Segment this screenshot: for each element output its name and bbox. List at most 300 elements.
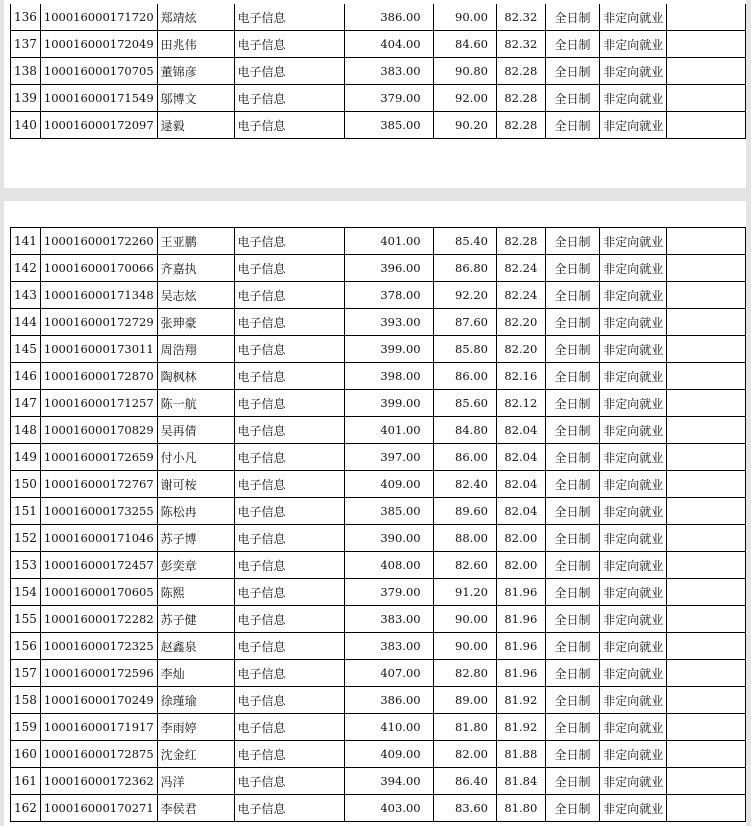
study-mode-cell: 全日制 <box>545 741 600 768</box>
retest-score-cell: 81.80 <box>433 714 496 741</box>
candidate-id-cell: 100016000170066 <box>40 255 157 282</box>
total-score-cell: 81.92 <box>496 687 545 714</box>
major-cell: 电子信息 <box>234 417 344 444</box>
admission-list-table-page-2 <box>10 227 746 822</box>
total-score-cell: 81.96 <box>496 633 545 660</box>
employment-type-cell: 非定向就业 <box>600 309 667 336</box>
retest-score-cell: 86.40 <box>433 768 496 795</box>
major-cell: 电子信息 <box>234 795 344 822</box>
candidate-id-cell: 100016000171720 <box>40 4 157 31</box>
employment-type-cell: 非定向就业 <box>600 4 667 31</box>
table-row <box>11 363 746 390</box>
initial-score-cell: 407.00 <box>344 660 433 687</box>
initial-score-cell: 401.00 <box>344 417 433 444</box>
employment-type-cell: 非定向就业 <box>600 444 667 471</box>
row-index-cell: 160 <box>11 741 41 768</box>
candidate-id-cell: 100016000170829 <box>40 417 157 444</box>
study-mode-cell: 全日制 <box>545 498 600 525</box>
initial-score-cell: 379.00 <box>344 85 433 112</box>
table-row <box>11 58 746 85</box>
remark-cell <box>667 336 746 363</box>
remark-cell <box>667 687 746 714</box>
name-cell: 沈金红 <box>157 741 234 768</box>
major-cell: 电子信息 <box>234 768 344 795</box>
major-cell: 电子信息 <box>234 471 344 498</box>
remark-cell <box>667 4 746 31</box>
table-row <box>11 85 746 112</box>
initial-score-cell: 409.00 <box>344 471 433 498</box>
initial-score-cell: 397.00 <box>344 444 433 471</box>
study-mode-cell: 全日制 <box>545 714 600 741</box>
row-index-cell: 155 <box>11 606 41 633</box>
retest-score-cell: 92.00 <box>433 85 496 112</box>
initial-score-cell: 401.00 <box>344 228 433 255</box>
retest-score-cell: 82.60 <box>433 552 496 579</box>
employment-type-cell: 非定向就业 <box>600 741 667 768</box>
retest-score-cell: 92.20 <box>433 282 496 309</box>
retest-score-cell: 86.00 <box>433 363 496 390</box>
major-cell: 电子信息 <box>234 4 344 31</box>
study-mode-cell: 全日制 <box>545 417 600 444</box>
candidate-id-cell: 100016000172362 <box>40 768 157 795</box>
employment-type-cell: 非定向就业 <box>600 660 667 687</box>
remark-cell <box>667 768 746 795</box>
row-index-cell: 148 <box>11 417 41 444</box>
study-mode-cell: 全日制 <box>545 660 600 687</box>
initial-score-cell: 394.00 <box>344 768 433 795</box>
study-mode-cell: 全日制 <box>545 687 600 714</box>
candidate-id-cell: 100016000172659 <box>40 444 157 471</box>
remark-cell <box>667 228 746 255</box>
retest-score-cell: 85.80 <box>433 336 496 363</box>
retest-score-cell: 84.60 <box>433 31 496 58</box>
name-cell: 付小凡 <box>157 444 234 471</box>
total-score-cell: 82.04 <box>496 444 545 471</box>
remark-cell <box>667 112 746 139</box>
remark-cell <box>667 525 746 552</box>
initial-score-cell: 409.00 <box>344 741 433 768</box>
name-cell: 彭奕章 <box>157 552 234 579</box>
row-index-cell: 162 <box>11 795 41 822</box>
study-mode-cell: 全日制 <box>545 552 600 579</box>
table-row <box>11 552 746 579</box>
study-mode-cell: 全日制 <box>545 579 600 606</box>
total-score-cell: 82.16 <box>496 363 545 390</box>
name-cell: 齐嘉执 <box>157 255 234 282</box>
employment-type-cell: 非定向就业 <box>600 606 667 633</box>
employment-type-cell: 非定向就业 <box>600 255 667 282</box>
retest-score-cell: 89.00 <box>433 687 496 714</box>
study-mode-cell: 全日制 <box>545 228 600 255</box>
remark-cell <box>667 282 746 309</box>
row-index-cell: 152 <box>11 525 41 552</box>
retest-score-cell: 86.80 <box>433 255 496 282</box>
employment-type-cell: 非定向就业 <box>600 31 667 58</box>
total-score-cell: 82.00 <box>496 525 545 552</box>
major-cell: 电子信息 <box>234 633 344 660</box>
total-score-cell: 82.20 <box>496 309 545 336</box>
table-row <box>11 31 746 58</box>
study-mode-cell: 全日制 <box>545 471 600 498</box>
retest-score-cell: 90.00 <box>433 606 496 633</box>
candidate-id-cell: 100016000171917 <box>40 714 157 741</box>
document-page-2 <box>4 201 746 826</box>
name-cell: 吴志炫 <box>157 282 234 309</box>
study-mode-cell: 全日制 <box>545 525 600 552</box>
row-index-cell: 159 <box>11 714 41 741</box>
name-cell: 陶枫林 <box>157 363 234 390</box>
retest-score-cell: 84.80 <box>433 417 496 444</box>
name-cell: 苏子健 <box>157 606 234 633</box>
retest-score-cell: 82.40 <box>433 471 496 498</box>
retest-score-cell: 83.60 <box>433 795 496 822</box>
retest-score-cell: 88.00 <box>433 525 496 552</box>
study-mode-cell: 全日制 <box>545 768 600 795</box>
employment-type-cell: 非定向就业 <box>600 525 667 552</box>
initial-score-cell: 408.00 <box>344 552 433 579</box>
remark-cell <box>667 444 746 471</box>
total-score-cell: 82.28 <box>496 112 545 139</box>
row-index-cell: 150 <box>11 471 41 498</box>
row-index-cell: 138 <box>11 58 41 85</box>
remark-cell <box>667 660 746 687</box>
major-cell: 电子信息 <box>234 444 344 471</box>
remark-cell <box>667 633 746 660</box>
row-index-cell: 139 <box>11 85 41 112</box>
name-cell: 董锦彦 <box>157 58 234 85</box>
major-cell: 电子信息 <box>234 606 344 633</box>
name-cell: 王亚鹏 <box>157 228 234 255</box>
row-index-cell: 158 <box>11 687 41 714</box>
table-row <box>11 112 746 139</box>
total-score-cell: 81.96 <box>496 606 545 633</box>
retest-score-cell: 82.00 <box>433 741 496 768</box>
table-row <box>11 444 746 471</box>
candidate-id-cell: 100016000172870 <box>40 363 157 390</box>
major-cell: 电子信息 <box>234 714 344 741</box>
total-score-cell: 82.00 <box>496 552 545 579</box>
row-index-cell: 151 <box>11 498 41 525</box>
retest-score-cell: 82.80 <box>433 660 496 687</box>
initial-score-cell: 399.00 <box>344 336 433 363</box>
candidate-id-cell: 100016000171549 <box>40 85 157 112</box>
employment-type-cell: 非定向就业 <box>600 714 667 741</box>
remark-cell <box>667 795 746 822</box>
table-row <box>11 525 746 552</box>
candidate-id-cell: 100016000172325 <box>40 633 157 660</box>
table-row <box>11 606 746 633</box>
initial-score-cell: 383.00 <box>344 58 433 85</box>
candidate-id-cell: 100016000172260 <box>40 228 157 255</box>
major-cell: 电子信息 <box>234 309 344 336</box>
admission-list-table-page-1 <box>10 4 746 139</box>
table-row <box>11 471 746 498</box>
table-row <box>11 390 746 417</box>
name-cell: 苏子博 <box>157 525 234 552</box>
study-mode-cell: 全日制 <box>545 390 600 417</box>
major-cell: 电子信息 <box>234 255 344 282</box>
remark-cell <box>667 417 746 444</box>
initial-score-cell: 383.00 <box>344 606 433 633</box>
row-index-cell: 144 <box>11 309 41 336</box>
initial-score-cell: 385.00 <box>344 112 433 139</box>
candidate-id-cell: 100016000173011 <box>40 336 157 363</box>
name-cell: 邬博文 <box>157 85 234 112</box>
study-mode-cell: 全日制 <box>545 31 600 58</box>
row-index-cell: 145 <box>11 336 41 363</box>
table-row <box>11 795 746 822</box>
name-cell: 李灿 <box>157 660 234 687</box>
total-score-cell: 82.28 <box>496 228 545 255</box>
row-index-cell: 142 <box>11 255 41 282</box>
study-mode-cell: 全日制 <box>545 336 600 363</box>
remark-cell <box>667 363 746 390</box>
name-cell: 逯毅 <box>157 112 234 139</box>
table-row <box>11 768 746 795</box>
major-cell: 电子信息 <box>234 579 344 606</box>
name-cell: 吴再倩 <box>157 417 234 444</box>
name-cell: 田兆伟 <box>157 31 234 58</box>
employment-type-cell: 非定向就业 <box>600 633 667 660</box>
initial-score-cell: 398.00 <box>344 363 433 390</box>
employment-type-cell: 非定向就业 <box>600 363 667 390</box>
table-row <box>11 282 746 309</box>
employment-type-cell: 非定向就业 <box>600 795 667 822</box>
major-cell: 电子信息 <box>234 31 344 58</box>
remark-cell <box>667 390 746 417</box>
major-cell: 电子信息 <box>234 390 344 417</box>
retest-score-cell: 91.20 <box>433 579 496 606</box>
initial-score-cell: 399.00 <box>344 390 433 417</box>
major-cell: 电子信息 <box>234 282 344 309</box>
candidate-id-cell: 100016000172729 <box>40 309 157 336</box>
total-score-cell: 81.92 <box>496 714 545 741</box>
table-row <box>11 714 746 741</box>
initial-score-cell: 378.00 <box>344 282 433 309</box>
study-mode-cell: 全日制 <box>545 363 600 390</box>
remark-cell <box>667 714 746 741</box>
total-score-cell: 81.84 <box>496 768 545 795</box>
employment-type-cell: 非定向就业 <box>600 228 667 255</box>
total-score-cell: 81.96 <box>496 660 545 687</box>
remark-cell <box>667 58 746 85</box>
study-mode-cell: 全日制 <box>545 444 600 471</box>
row-index-cell: 136 <box>11 4 41 31</box>
study-mode-cell: 全日制 <box>545 112 600 139</box>
total-score-cell: 81.88 <box>496 741 545 768</box>
document-page-1 <box>4 0 746 188</box>
initial-score-cell: 390.00 <box>344 525 433 552</box>
study-mode-cell: 全日制 <box>545 309 600 336</box>
total-score-cell: 82.32 <box>496 31 545 58</box>
candidate-id-cell: 100016000170249 <box>40 687 157 714</box>
study-mode-cell: 全日制 <box>545 795 600 822</box>
employment-type-cell: 非定向就业 <box>600 390 667 417</box>
major-cell: 电子信息 <box>234 660 344 687</box>
retest-score-cell: 85.40 <box>433 228 496 255</box>
remark-cell <box>667 741 746 768</box>
remark-cell <box>667 498 746 525</box>
initial-score-cell: 403.00 <box>344 795 433 822</box>
table-row <box>11 498 746 525</box>
remark-cell <box>667 606 746 633</box>
table-row <box>11 336 746 363</box>
name-cell: 郑靖炫 <box>157 4 234 31</box>
row-index-cell: 154 <box>11 579 41 606</box>
major-cell: 电子信息 <box>234 336 344 363</box>
row-index-cell: 140 <box>11 112 41 139</box>
major-cell: 电子信息 <box>234 687 344 714</box>
table-row <box>11 579 746 606</box>
initial-score-cell: 379.00 <box>344 579 433 606</box>
total-score-cell: 82.28 <box>496 58 545 85</box>
retest-score-cell: 89.60 <box>433 498 496 525</box>
remark-cell <box>667 31 746 58</box>
remark-cell <box>667 309 746 336</box>
row-index-cell: 161 <box>11 768 41 795</box>
total-score-cell: 81.96 <box>496 579 545 606</box>
employment-type-cell: 非定向就业 <box>600 58 667 85</box>
employment-type-cell: 非定向就业 <box>600 85 667 112</box>
name-cell: 李雨婷 <box>157 714 234 741</box>
candidate-id-cell: 100016000170605 <box>40 579 157 606</box>
row-index-cell: 141 <box>11 228 41 255</box>
initial-score-cell: 386.00 <box>344 687 433 714</box>
initial-score-cell: 386.00 <box>344 4 433 31</box>
table-row <box>11 660 746 687</box>
employment-type-cell: 非定向就业 <box>600 417 667 444</box>
candidate-id-cell: 100016000171046 <box>40 525 157 552</box>
retest-score-cell: 90.00 <box>433 633 496 660</box>
name-cell: 陈松冉 <box>157 498 234 525</box>
row-index-cell: 149 <box>11 444 41 471</box>
remark-cell <box>667 552 746 579</box>
row-index-cell: 153 <box>11 552 41 579</box>
candidate-id-cell: 100016000170271 <box>40 795 157 822</box>
major-cell: 电子信息 <box>234 741 344 768</box>
table-row <box>11 687 746 714</box>
candidate-id-cell: 100016000172875 <box>40 741 157 768</box>
remark-cell <box>667 471 746 498</box>
name-cell: 张珅豪 <box>157 309 234 336</box>
total-score-cell: 82.12 <box>496 390 545 417</box>
retest-score-cell: 87.60 <box>433 309 496 336</box>
candidate-id-cell: 100016000172097 <box>40 112 157 139</box>
candidate-id-cell: 100016000171257 <box>40 390 157 417</box>
study-mode-cell: 全日制 <box>545 633 600 660</box>
major-cell: 电子信息 <box>234 498 344 525</box>
candidate-id-cell: 100016000172282 <box>40 606 157 633</box>
row-index-cell: 147 <box>11 390 41 417</box>
retest-score-cell: 85.60 <box>433 390 496 417</box>
study-mode-cell: 全日制 <box>545 282 600 309</box>
row-index-cell: 156 <box>11 633 41 660</box>
candidate-id-cell: 100016000172049 <box>40 31 157 58</box>
retest-score-cell: 86.00 <box>433 444 496 471</box>
candidate-id-cell: 100016000172596 <box>40 660 157 687</box>
total-score-cell: 82.04 <box>496 471 545 498</box>
total-score-cell: 82.20 <box>496 336 545 363</box>
candidate-id-cell: 100016000172767 <box>40 471 157 498</box>
table-row <box>11 255 746 282</box>
initial-score-cell: 410.00 <box>344 714 433 741</box>
retest-score-cell: 90.00 <box>433 4 496 31</box>
total-score-cell: 82.04 <box>496 498 545 525</box>
table-row <box>11 417 746 444</box>
row-index-cell: 137 <box>11 31 41 58</box>
name-cell: 谢可桉 <box>157 471 234 498</box>
name-cell: 陈一航 <box>157 390 234 417</box>
major-cell: 电子信息 <box>234 58 344 85</box>
total-score-cell: 82.24 <box>496 255 545 282</box>
table-row <box>11 633 746 660</box>
major-cell: 电子信息 <box>234 228 344 255</box>
table-row <box>11 309 746 336</box>
employment-type-cell: 非定向就业 <box>600 471 667 498</box>
initial-score-cell: 385.00 <box>344 498 433 525</box>
name-cell: 徐瑾瑜 <box>157 687 234 714</box>
major-cell: 电子信息 <box>234 363 344 390</box>
study-mode-cell: 全日制 <box>545 58 600 85</box>
total-score-cell: 82.28 <box>496 85 545 112</box>
major-cell: 电子信息 <box>234 112 344 139</box>
initial-score-cell: 404.00 <box>344 31 433 58</box>
study-mode-cell: 全日制 <box>545 606 600 633</box>
table-row <box>11 4 746 31</box>
row-index-cell: 146 <box>11 363 41 390</box>
employment-type-cell: 非定向就业 <box>600 498 667 525</box>
name-cell: 冯洋 <box>157 768 234 795</box>
employment-type-cell: 非定向就业 <box>600 112 667 139</box>
employment-type-cell: 非定向就业 <box>600 579 667 606</box>
study-mode-cell: 全日制 <box>545 4 600 31</box>
initial-score-cell: 393.00 <box>344 309 433 336</box>
study-mode-cell: 全日制 <box>545 255 600 282</box>
table-row <box>11 741 746 768</box>
employment-type-cell: 非定向就业 <box>600 336 667 363</box>
name-cell: 李侯君 <box>157 795 234 822</box>
employment-type-cell: 非定向就业 <box>600 552 667 579</box>
remark-cell <box>667 579 746 606</box>
name-cell: 陈熙 <box>157 579 234 606</box>
candidate-id-cell: 100016000171348 <box>40 282 157 309</box>
employment-type-cell: 非定向就业 <box>600 768 667 795</box>
total-score-cell: 81.80 <box>496 795 545 822</box>
row-index-cell: 157 <box>11 660 41 687</box>
table-row <box>11 228 746 255</box>
total-score-cell: 82.32 <box>496 4 545 31</box>
total-score-cell: 82.24 <box>496 282 545 309</box>
retest-score-cell: 90.80 <box>433 58 496 85</box>
initial-score-cell: 396.00 <box>344 255 433 282</box>
study-mode-cell: 全日制 <box>545 85 600 112</box>
candidate-id-cell: 100016000170705 <box>40 58 157 85</box>
name-cell: 赵鑫泉 <box>157 633 234 660</box>
employment-type-cell: 非定向就业 <box>600 687 667 714</box>
initial-score-cell: 383.00 <box>344 633 433 660</box>
major-cell: 电子信息 <box>234 552 344 579</box>
candidate-id-cell: 100016000173255 <box>40 498 157 525</box>
candidate-id-cell: 100016000172457 <box>40 552 157 579</box>
total-score-cell: 82.04 <box>496 417 545 444</box>
name-cell: 周浩翔 <box>157 336 234 363</box>
row-index-cell: 143 <box>11 282 41 309</box>
major-cell: 电子信息 <box>234 525 344 552</box>
retest-score-cell: 90.20 <box>433 112 496 139</box>
remark-cell <box>667 255 746 282</box>
major-cell: 电子信息 <box>234 85 344 112</box>
employment-type-cell: 非定向就业 <box>600 282 667 309</box>
